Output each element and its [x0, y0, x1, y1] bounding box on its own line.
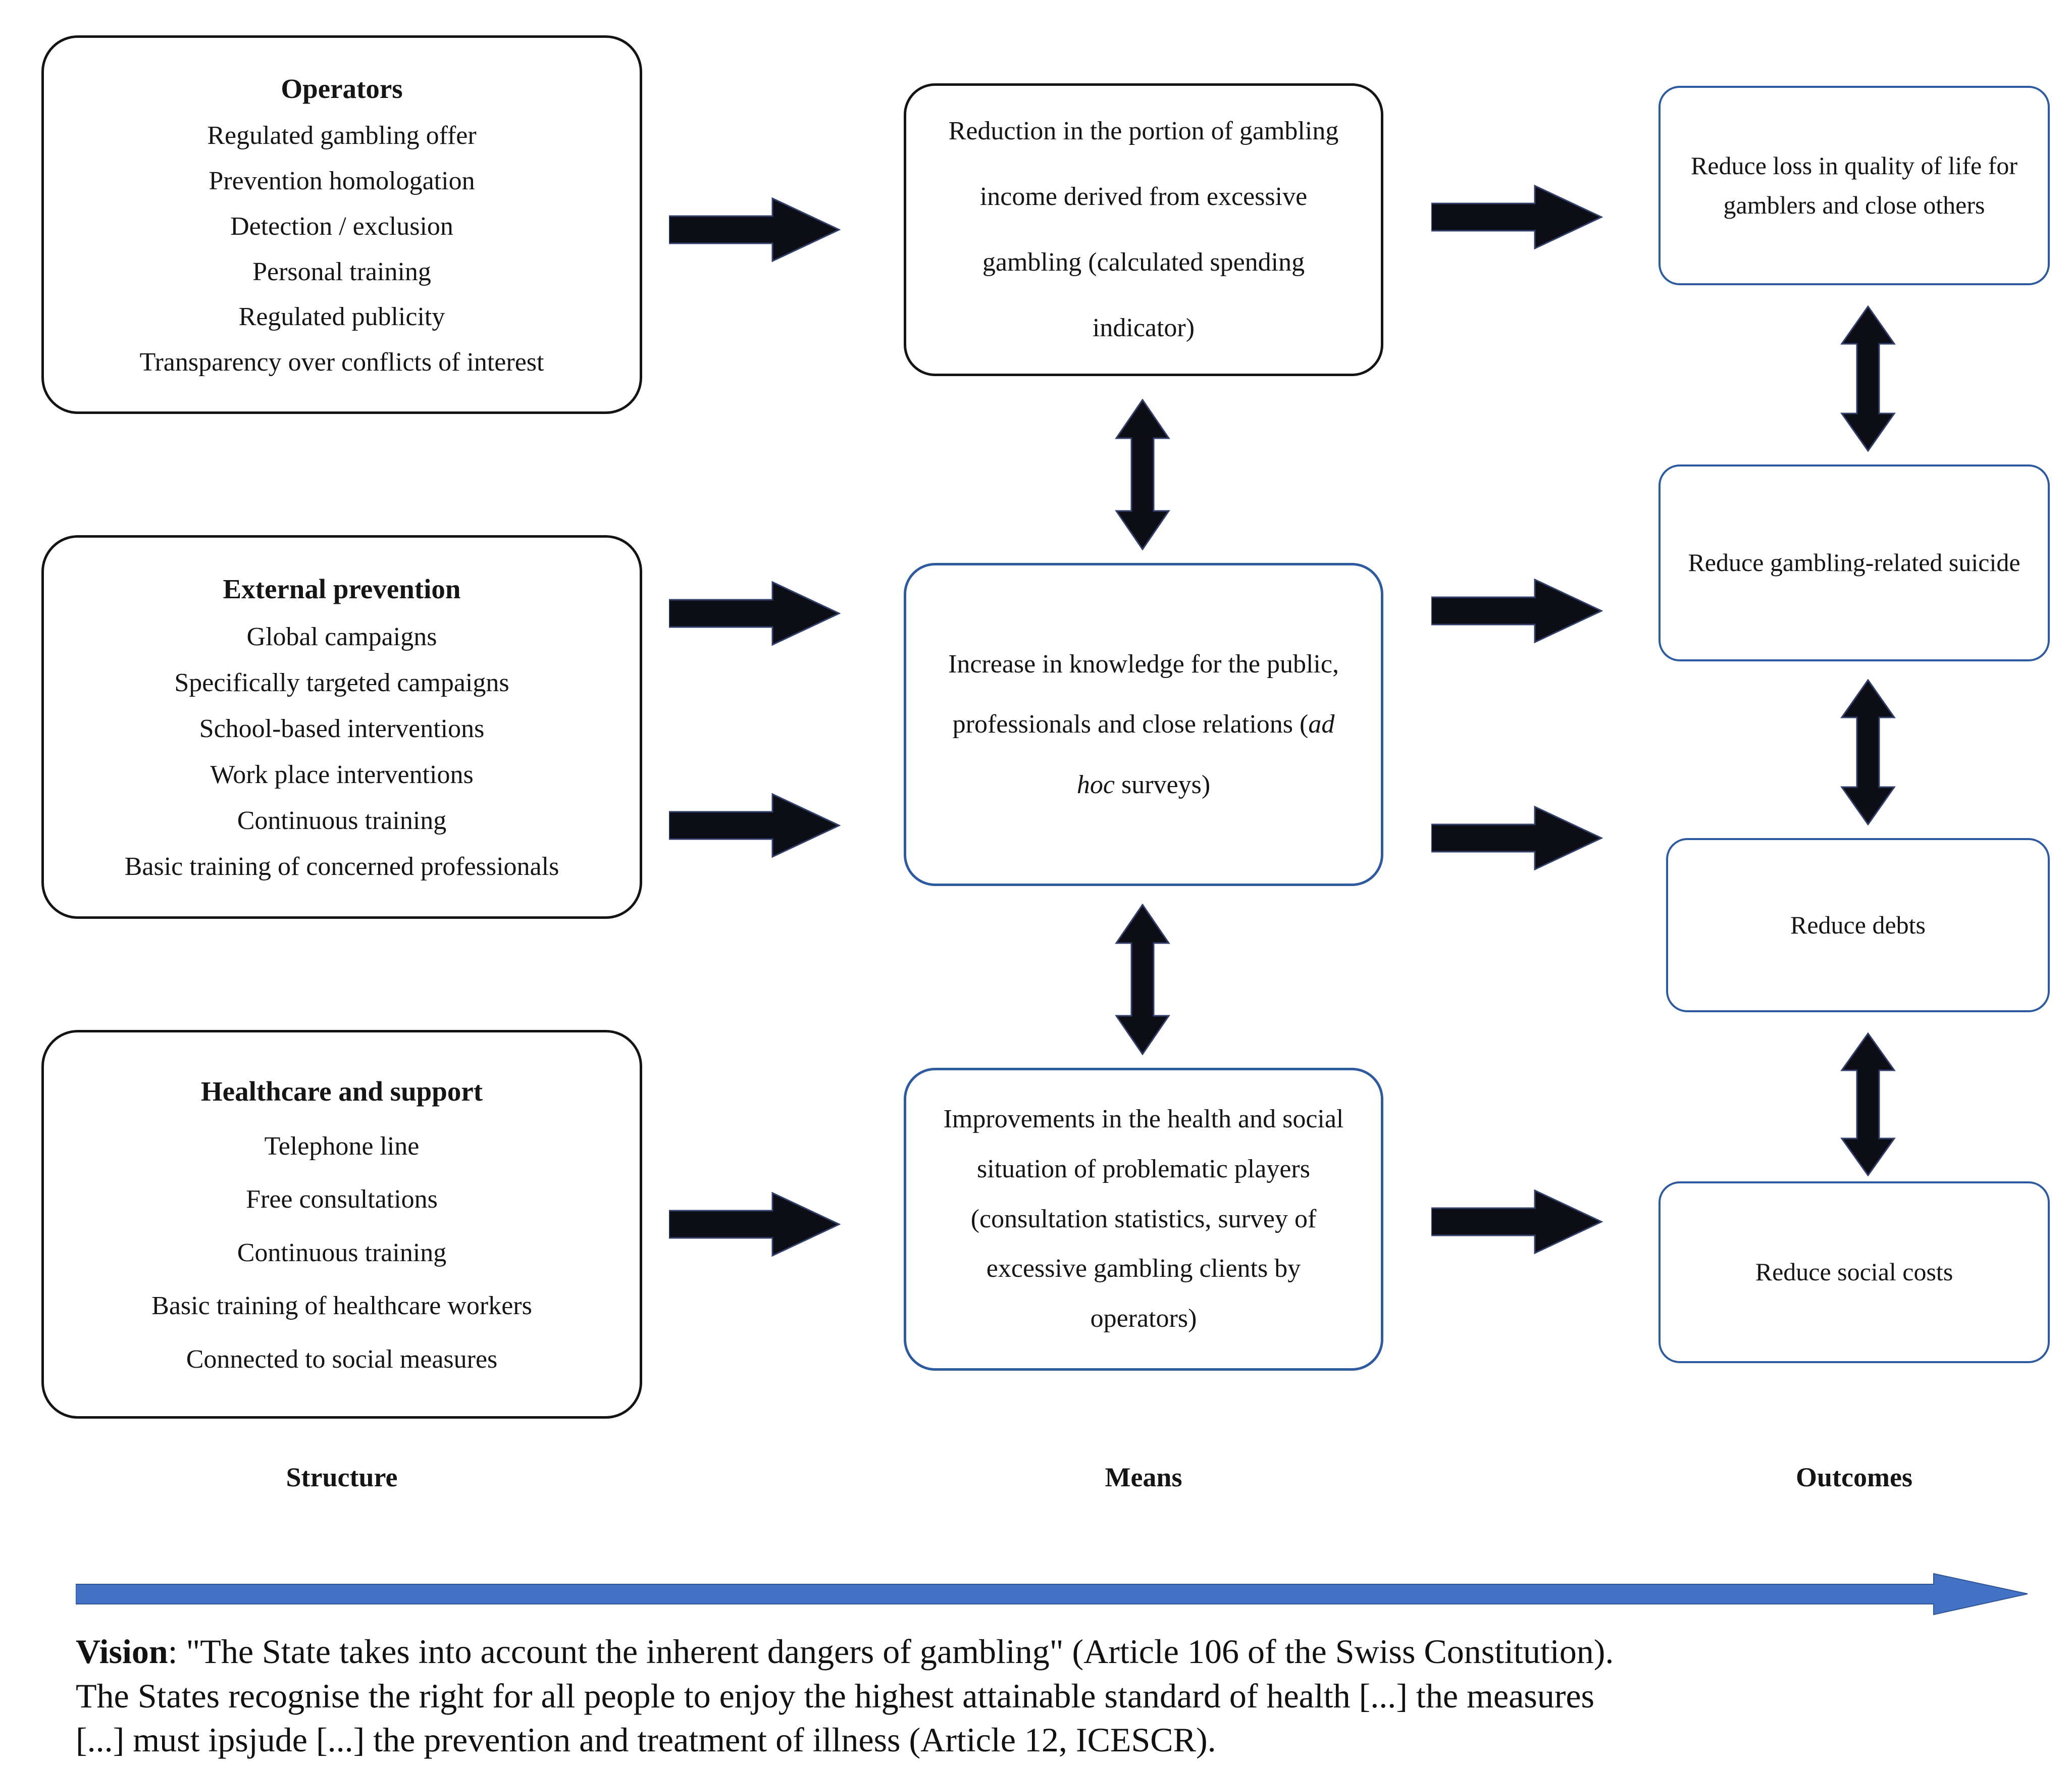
list-item: Prevention homologation: [209, 167, 475, 196]
column-label-means: Means: [1105, 1462, 1182, 1492]
structure-box-healthcare: [41, 1030, 642, 1419]
arrow-means-to-debts: [1431, 805, 1603, 871]
structure-box-operators: [41, 35, 642, 414]
box-title: Operators: [281, 73, 403, 105]
vision-line-2: The States recognise the right for all people to enjoy the highest attainable standard of health [...] the measures: [76, 1676, 1595, 1715]
list-item: Regulated publicity: [238, 302, 445, 332]
arrow-healthcare-to-means: [669, 1191, 841, 1257]
list-item: Personal training: [252, 257, 431, 286]
outcome-box-social-costs: [1659, 1181, 2050, 1363]
box-text: Reduction in the portion of gambling income derived from excessive gambling (calculated spending indicator): [948, 117, 1339, 342]
outcome-box-suicide: [1659, 464, 2050, 661]
double-arrow-outcomes-1-2: [1840, 305, 1896, 452]
box-text: Reduce gambling-related suicide: [1688, 548, 2021, 577]
arrow-means-to-social-costs: [1431, 1189, 1603, 1255]
arrow-operators-to-means: [669, 197, 841, 263]
means-box-spending-reduction: [904, 83, 1383, 376]
list-item: Basic training of healthcare workers: [151, 1291, 532, 1321]
list-item: Work place interventions: [210, 760, 474, 789]
double-arrow-means-2-3: [1115, 904, 1170, 1055]
vision-line-3: [...] must ipsjude [...] the prevention and treatment of illness (Article 12, ICESCR).: [76, 1721, 1216, 1759]
structure-box-external-prevention: [41, 535, 642, 919]
box-text: Improvements in the health and social situation of problematic players (consultation statistics, survey of excessive gambling clients by operators): [943, 1105, 1344, 1333]
outcome-box-quality-of-life: [1659, 86, 2050, 285]
outcome-box-debts: [1666, 838, 2050, 1012]
list-item: Continuous training: [237, 806, 447, 835]
list-item: Global campaigns: [246, 622, 437, 651]
box-text: Increase in knowledge for the public, professionals and close relations (ad hoc surveys): [948, 649, 1339, 799]
list-item: Free consultations: [246, 1185, 438, 1214]
box-text: Reduce debts: [1790, 910, 1926, 939]
means-box-knowledge-increase: [904, 563, 1383, 886]
arrow-external-prevention-to-means-upper: [669, 581, 841, 646]
vision-text: [76, 1630, 2035, 1762]
box-title: Healthcare and support: [200, 1075, 483, 1107]
double-arrow-means-1-2: [1115, 399, 1170, 550]
double-arrow-outcomes-2-3: [1840, 679, 1896, 825]
list-item: Regulated gambling offer: [207, 121, 477, 150]
arrow-external-prevention-to-means-lower: [669, 793, 841, 858]
list-item: Detection / exclusion: [230, 212, 453, 241]
list-item: Continuous training: [237, 1238, 447, 1267]
box-text: Reduce loss in quality of life for gamblers and close others: [1690, 151, 2018, 219]
vision-label: Vision: [76, 1632, 168, 1671]
vision-timeline-arrow: [76, 1573, 2030, 1616]
list-item: Transparency over conflicts of interest: [139, 348, 544, 377]
vision-line-1: Vision: "The State takes into account the inherent dangers of gambling" (Article 106 of the Swiss Constitution).: [76, 1632, 1614, 1671]
list-item: Telephone line: [264, 1131, 420, 1161]
arrow-means-to-quality-of-life: [1431, 184, 1603, 250]
means-box-health-improvements: [904, 1068, 1383, 1371]
column-label-outcomes: Outcomes: [1796, 1462, 1912, 1492]
column-label-structure: Structure: [286, 1462, 398, 1492]
arrow-means-to-suicide: [1431, 578, 1603, 644]
double-arrow-outcomes-3-4: [1840, 1032, 1896, 1176]
box-title: External prevention: [223, 574, 461, 605]
list-item: Connected to social measures: [186, 1344, 498, 1374]
list-item: Specifically targeted campaigns: [174, 668, 509, 697]
list-item: Basic training of concerned professionals: [124, 852, 559, 881]
list-item: School-based interventions: [199, 714, 485, 743]
box-text: Reduce social costs: [1755, 1258, 1953, 1286]
